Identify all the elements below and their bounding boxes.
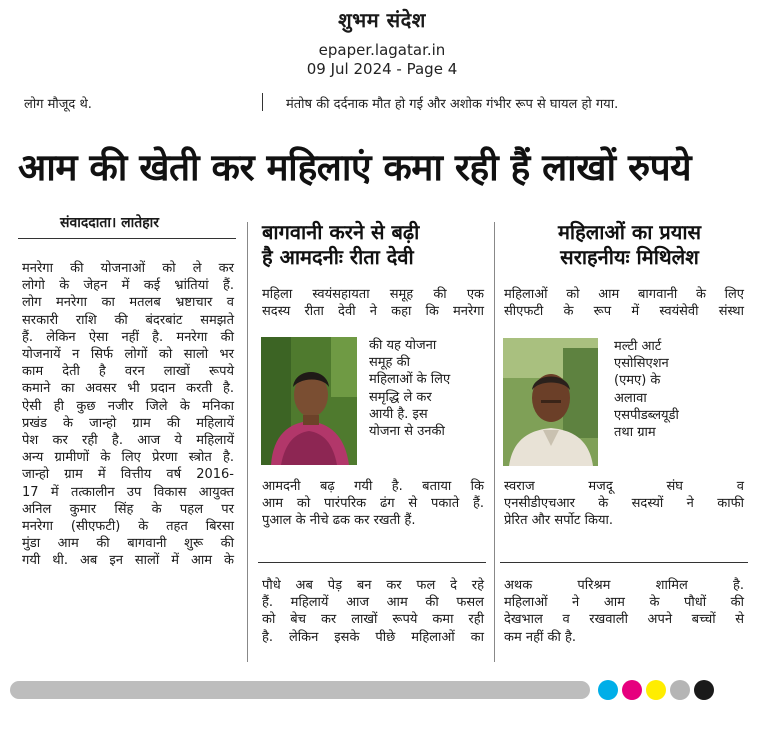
article-text-line: देखभाल व रखवाली अपने बच्चों से — [504, 612, 744, 628]
article-text-line: अथक परिश्रम शामिल है. — [504, 578, 744, 593]
article-text-line: काम देती है वरन लाखों रूपये — [22, 364, 234, 380]
article-text-line: कमाने का अवसर भी प्रदान करती है. — [22, 381, 234, 397]
rita-text-line: समृद्धि ले कर — [369, 389, 432, 405]
rita-text-line: समूह की — [369, 355, 410, 371]
article-text-line: योजनायें न सिर्फ लोगों को सालो भर — [22, 347, 234, 363]
mithilesh-text-side — [614, 338, 734, 441]
mithilesh-box-headline — [512, 220, 747, 270]
article-text-line: पौधे अब पेड़ बन कर फल दे रहे — [262, 578, 484, 593]
mithilesh-text-line: तथा ग्राम — [614, 425, 656, 441]
magenta-dot — [622, 680, 642, 700]
mithilesh-text-line: मल्टी आर्ट — [614, 339, 662, 354]
article-column-2-continued — [262, 577, 484, 646]
mithilesh-text-line: महिलाओं को आम बागवानी के लिए — [504, 287, 744, 302]
mithilesh-box-rule — [500, 562, 748, 563]
rita-text-top — [262, 286, 484, 320]
mithilesh-photo — [503, 338, 598, 466]
mithilesh-text-bottom — [504, 478, 744, 530]
rita-text-line: पुआल के नीचे ढक कर रखती हैं. — [262, 513, 416, 529]
article-text-line: अनिल कुमार सिंह के पहल पर — [22, 501, 234, 517]
rita-devi-photo — [261, 337, 357, 465]
article-text-line: हैं. लेकिन ऐसा नहीं है. मनरेगा की — [22, 329, 234, 345]
black-dot — [694, 680, 714, 700]
mithilesh-headline-line-1: महिलाओं का प्रयास — [557, 220, 702, 244]
mithilesh-text-line: अलावा — [614, 390, 647, 406]
article-text-line: मनरेगा (सीएफटी) के तहत बिरसा — [22, 519, 234, 535]
mithilesh-headline-line-2: सराहनीयः मिथिलेश — [560, 245, 699, 269]
byline-rule — [18, 238, 236, 239]
rita-text-line: की यह योजना — [369, 338, 437, 353]
column-rule-2 — [494, 222, 495, 662]
column-divider — [262, 93, 263, 111]
rita-text-side — [369, 337, 485, 440]
article-text-line: कम नहीं की है. — [504, 629, 577, 645]
source-site[interactable]: epaper.lagatar.in — [318, 41, 446, 59]
rita-text-line: आम को पारंपरिक ढंग से पकाते हैं. — [262, 496, 484, 512]
rita-text-line: योजना से उनकी — [369, 424, 445, 440]
rita-text-line: महिलाओं के लिए — [369, 372, 451, 388]
article-text-line: को बेच कर लाखों रूपये कमा रही — [262, 612, 484, 628]
article-text-line: पेश कर रही है. आज ये महिलायें — [22, 433, 234, 449]
main-headline: आम की खेती कर महिलाएं कमा रही हैं लाखों रुपये — [18, 145, 692, 189]
rita-headline-line-1: बागवानी करने से बढ़ी — [262, 220, 420, 244]
mithilesh-text-line: एनसीडीएचआर के सदस्यों ने काफी — [504, 496, 744, 512]
mithilesh-text-line: (एमए) के — [614, 373, 661, 389]
paper-name: शुभम संदेश — [338, 8, 426, 32]
article-text-line: जान्हो ग्राम में वित्तीय वर्ष 2016- — [22, 467, 234, 483]
mithilesh-text-line: एसपीडब्लयूडी — [614, 407, 679, 423]
mithilesh-text-line: एसोसिएशन — [614, 356, 669, 372]
article-column-3-continued — [504, 577, 744, 646]
mithilesh-text-line: स्वराज मजदू संघ व — [504, 479, 744, 494]
rita-text-line: आयी है. इस — [369, 406, 428, 422]
cyan-dot — [598, 680, 618, 700]
rita-text-line: महिला स्वयंसहायता समूह की एक — [262, 287, 484, 302]
page-scroll-bar[interactable] — [10, 681, 590, 699]
article-text-line: महिलाओं ने आम के पौधों की — [504, 595, 744, 611]
mithilesh-text-top — [504, 286, 744, 320]
article-text-line: ऐसी ही कुछ नजीर जिले के मनिका — [22, 398, 234, 414]
byline: संवाददाता। लातेहार — [60, 215, 160, 231]
article-text-line: अन्य ग्रामीणों के लिए प्रेरणा स्त्रोत है. — [22, 450, 234, 466]
article-text-line: प्रखंड के जान्हो ग्राम की महिलायें — [22, 415, 234, 431]
article-text-line: सरकारी राशि की बंदरबांट समझते — [22, 312, 234, 328]
rita-text-line: सदस्य रीता देवी ने कहा कि मनरेगा — [262, 304, 484, 320]
article-text-line: लोग मनरेगा का मतलब भ्रष्टाचार व — [22, 295, 234, 311]
article-text-line: मुंडा आम की बागवानी शुरू की — [22, 536, 234, 552]
mithilesh-text-line: प्रेरित और सर्पोट किया. — [504, 513, 613, 529]
masthead — [0, 6, 764, 79]
article-text-line: मनरेगा की योजनाओं को ले कर — [22, 261, 234, 276]
article-column-1 — [22, 260, 234, 570]
date-page: 09 Jul 2024 - Page 4 — [306, 60, 458, 78]
article-text-line: 17 में तत्कालीन उप विकास आयुक्त — [22, 484, 234, 500]
mithilesh-text-line: सीएफटी के रूप में स्वयंसेवी संस्था — [504, 304, 744, 320]
rita-text-line: आमदनी बढ़ गयी है. बताया कि — [262, 479, 484, 494]
grey-dot — [670, 680, 690, 700]
article-text-line: लोगो के जेहन में कई भ्रांतियां हैं. — [22, 278, 234, 294]
rita-headline-line-2: है आमदनीः रीता देवी — [262, 245, 414, 269]
rita-text-bottom — [262, 478, 484, 530]
yellow-dot — [646, 680, 666, 700]
column-rule-1 — [247, 222, 248, 662]
prev-article-left: लोग मौजूद थे. — [24, 97, 92, 112]
prev-article-right: मंतोष की दर्दनाक मौत हो गई और अशोक गंभीर रूप से घायल हो गया. — [286, 97, 619, 112]
article-text-line: हैं. महिलायें आज आम की फसल — [262, 595, 484, 611]
article-text-line: गयी थी. अब इन सालों में आम के — [22, 553, 234, 569]
rita-box-rule — [258, 562, 486, 563]
article-text-line: है. लेकिन इसके पीछे महिलाओं का — [262, 629, 484, 645]
rita-box-headline — [262, 220, 484, 270]
